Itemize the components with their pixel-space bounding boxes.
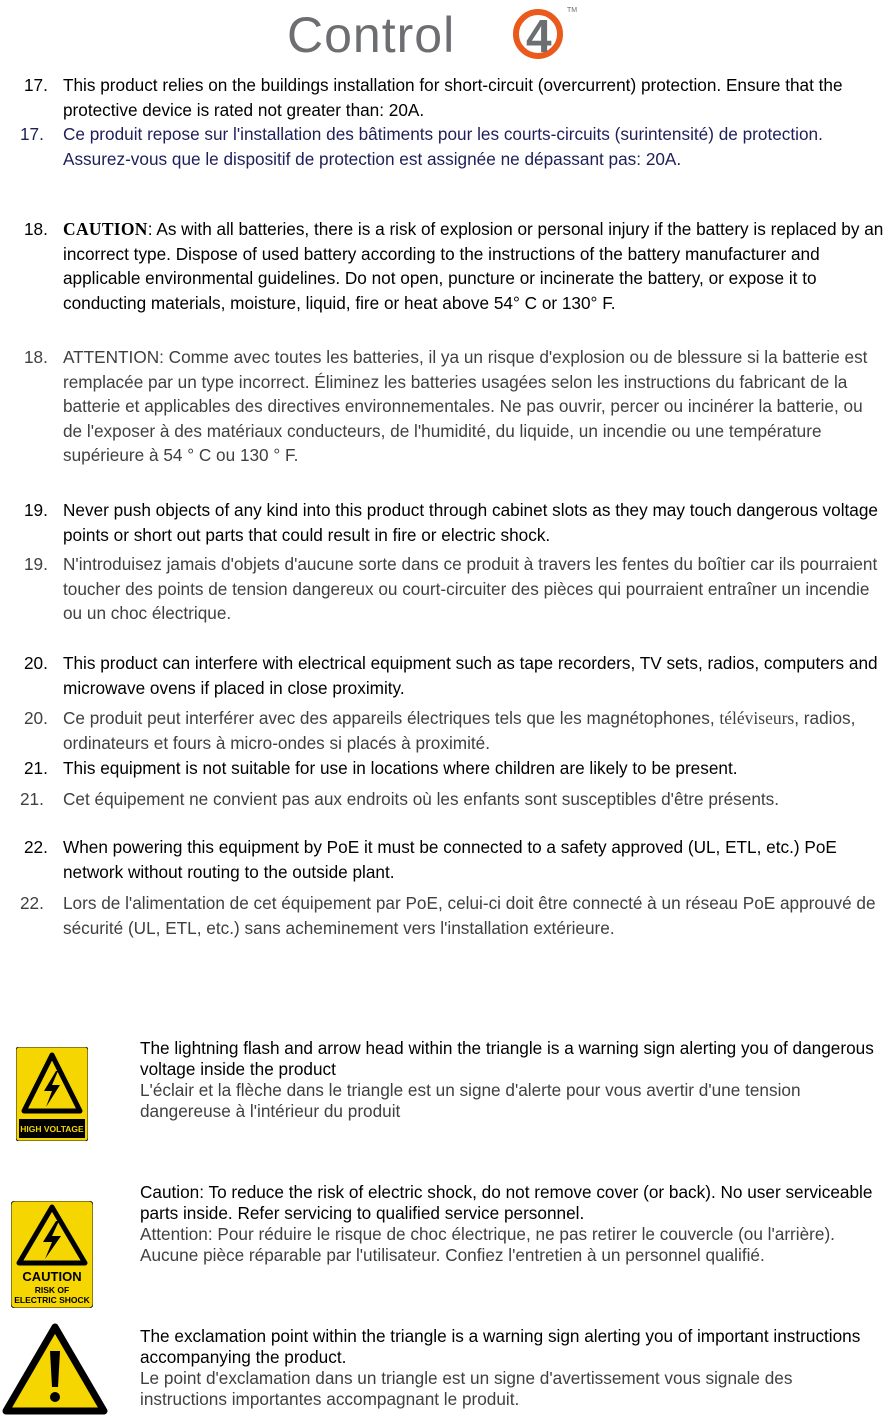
high-voltage-icon (16, 1047, 88, 1146)
item-text: N'introduisez jamais d'objets d'aucune sorte dans ce produit à travers les fentes du boîtier car ils pourraient toucher des points de tension dangereux ou court-circuiter des pièces qui pourraient entraîner un incendie ou un choc électrique. (63, 554, 878, 623)
logo-tm: TM (567, 7, 578, 14)
logo-four: 4 (526, 10, 552, 62)
item-text: Cet équipement ne convient pas aux endroits où les enfants sont susceptibles d'être présents. (63, 789, 780, 809)
item-text (63, 217, 886, 315)
item-number: 18. (24, 219, 48, 239)
warning-text-en: The lightning flash and arrow head within the triangle is a warning sign alerting you of dangerous voltage inside the product (140, 1038, 874, 1079)
caution-label: CAUTION (22, 1269, 82, 1284)
item-number: 21. (24, 758, 48, 778)
item-text: ATTENTION: Comme avec toutes les batteries, il ya un risque d'explosion ou de blessure si la batterie est remplacée par un type incorrect. Éliminez les batteries usagées selon les instructions du fabricant de la batterie et applicables des directives environnementales. Ne pas ouvrir, percer ou incinérer la batterie, ou de l'exposer à des matériaux conducteurs, de l'humidité, du liquide, un incendie ou une température supérieure à 54 ° C ou 130 ° F. (63, 347, 868, 465)
warning-text-fr: L'éclair et la flèche dans le triangle est un signe d'alerte pour vous avertir d'une tension dangereuse à l'intérieur du produit (140, 1080, 801, 1121)
item-21-en (20, 756, 886, 781)
warning-text-en: Caution: To reduce the risk of electric shock, do not remove cover (or back). No user serviceable parts inside. Refer servicing to qualified service personnel. (140, 1182, 873, 1223)
warning-text-fr: Attention: Pour réduire le risque de choc électrique, ne pas retirer le couvercle (ou l'arrière). Aucune pièce réparable par l'utilisateur. Confiez l'entretien à un personnel qualifié. (140, 1224, 835, 1265)
item-number: 19. (24, 500, 48, 520)
risk-label: RISK OF (34, 1285, 70, 1295)
item-number: 17. (24, 75, 48, 95)
item-text: When powering this equipment by PoE it must be connected to a safety approved (UL, ETL, etc.) PoE network without routing to the outside plant. (63, 837, 837, 882)
item-number: 17. (20, 124, 44, 144)
control4-logo-mark (287, 2, 587, 68)
item-18-en (20, 217, 886, 315)
caution-text: : As with all batteries, there is a risk of explosion or personal injury if the battery is replaced by an incorrect type. Dispose of used battery according to the instructions of the battery manufacturer and applicable environmental guidelines. Do not open, puncture or incinerate the battery, or expose it to conducting materials, moisture, liquid, fire or heat above 54° C or 130° F. (63, 219, 884, 313)
control4-logo (0, 0, 886, 72)
item-17-fr (20, 122, 886, 171)
logo-text: Control (287, 7, 456, 63)
shock-label: ELECTRIC SHOCK (14, 1295, 90, 1305)
item-20-en (20, 651, 886, 700)
item-text-part: Ce produit peut interférer avec des appareils électriques tels que les magnétophones, (63, 708, 720, 728)
item-number: 22. (20, 893, 44, 913)
exclamation-triangle-icon (2, 1323, 108, 1420)
item-text: This product relies on the buildings installation for short-circuit (overcurrent) protection. Ensure that the protective device is rated not greater than: 20A. (63, 75, 843, 120)
item-text-part: , radios, ordinateurs et fours à micro-ondes si placés à proximité. (63, 708, 856, 753)
item-text (63, 706, 886, 755)
item-21-fr (20, 787, 886, 812)
item-number: 18. (24, 347, 48, 367)
item-19-en (20, 498, 886, 547)
item-18-fr (20, 345, 886, 468)
item-number: 22. (24, 837, 48, 857)
warning-text-fr: Le point d'exclamation dans un triangle est un signe d'avertissement vous signale des instructions importantes accompagnant le produit. (140, 1368, 793, 1409)
item-20-fr (20, 706, 886, 755)
item-text: Lors de l'alimentation de cet équipement par PoE, celui-ci doit être connecté à un réseau PoE approuvé de sécurité (UL, ETL, etc.) sans acheminement vers l'installation extérieure. (63, 893, 876, 938)
warning-shock (140, 1182, 882, 1266)
high-voltage-label: HIGH VOLTAGE (20, 1124, 84, 1134)
warning-text-en: The exclamation point within the triangle is a warning sign alerting you of important instructions accompanying the product. (140, 1326, 861, 1367)
item-text: This equipment is not suitable for use in locations where children are likely to be present. (63, 758, 738, 778)
item-number: 19. (24, 554, 48, 574)
item-text: Never push objects of any kind into this product through cabinet slots as they may touch dangerous voltage points or short out parts that could result in fire or electric shock. (63, 500, 878, 545)
warning-exclamation (140, 1326, 882, 1410)
item-22-en (20, 835, 886, 884)
item-text: This product can interfere with electrical equipment such as tape recorders, TV sets, radios, computers and microwave ovens if placed in close proximity. (63, 653, 878, 698)
warning-voltage (140, 1038, 882, 1122)
item-number: 20. (24, 653, 48, 673)
item-text: Ce produit repose sur l'installation des bâtiments pour les courts-circuits (surintensité) de protection. Assurez-vous que le dispositif de protection est assignée ne dépassant pas: 20A. (63, 124, 823, 169)
item-number: 21. (20, 789, 44, 809)
item-19-fr (20, 552, 886, 626)
item-17-en (20, 73, 886, 122)
item-22-fr (20, 891, 886, 940)
caution-shock-icon (11, 1201, 93, 1313)
caution-label: CAUTION (63, 219, 148, 239)
item-text-serif: téléviseurs (719, 708, 795, 728)
item-number: 20. (24, 708, 48, 728)
